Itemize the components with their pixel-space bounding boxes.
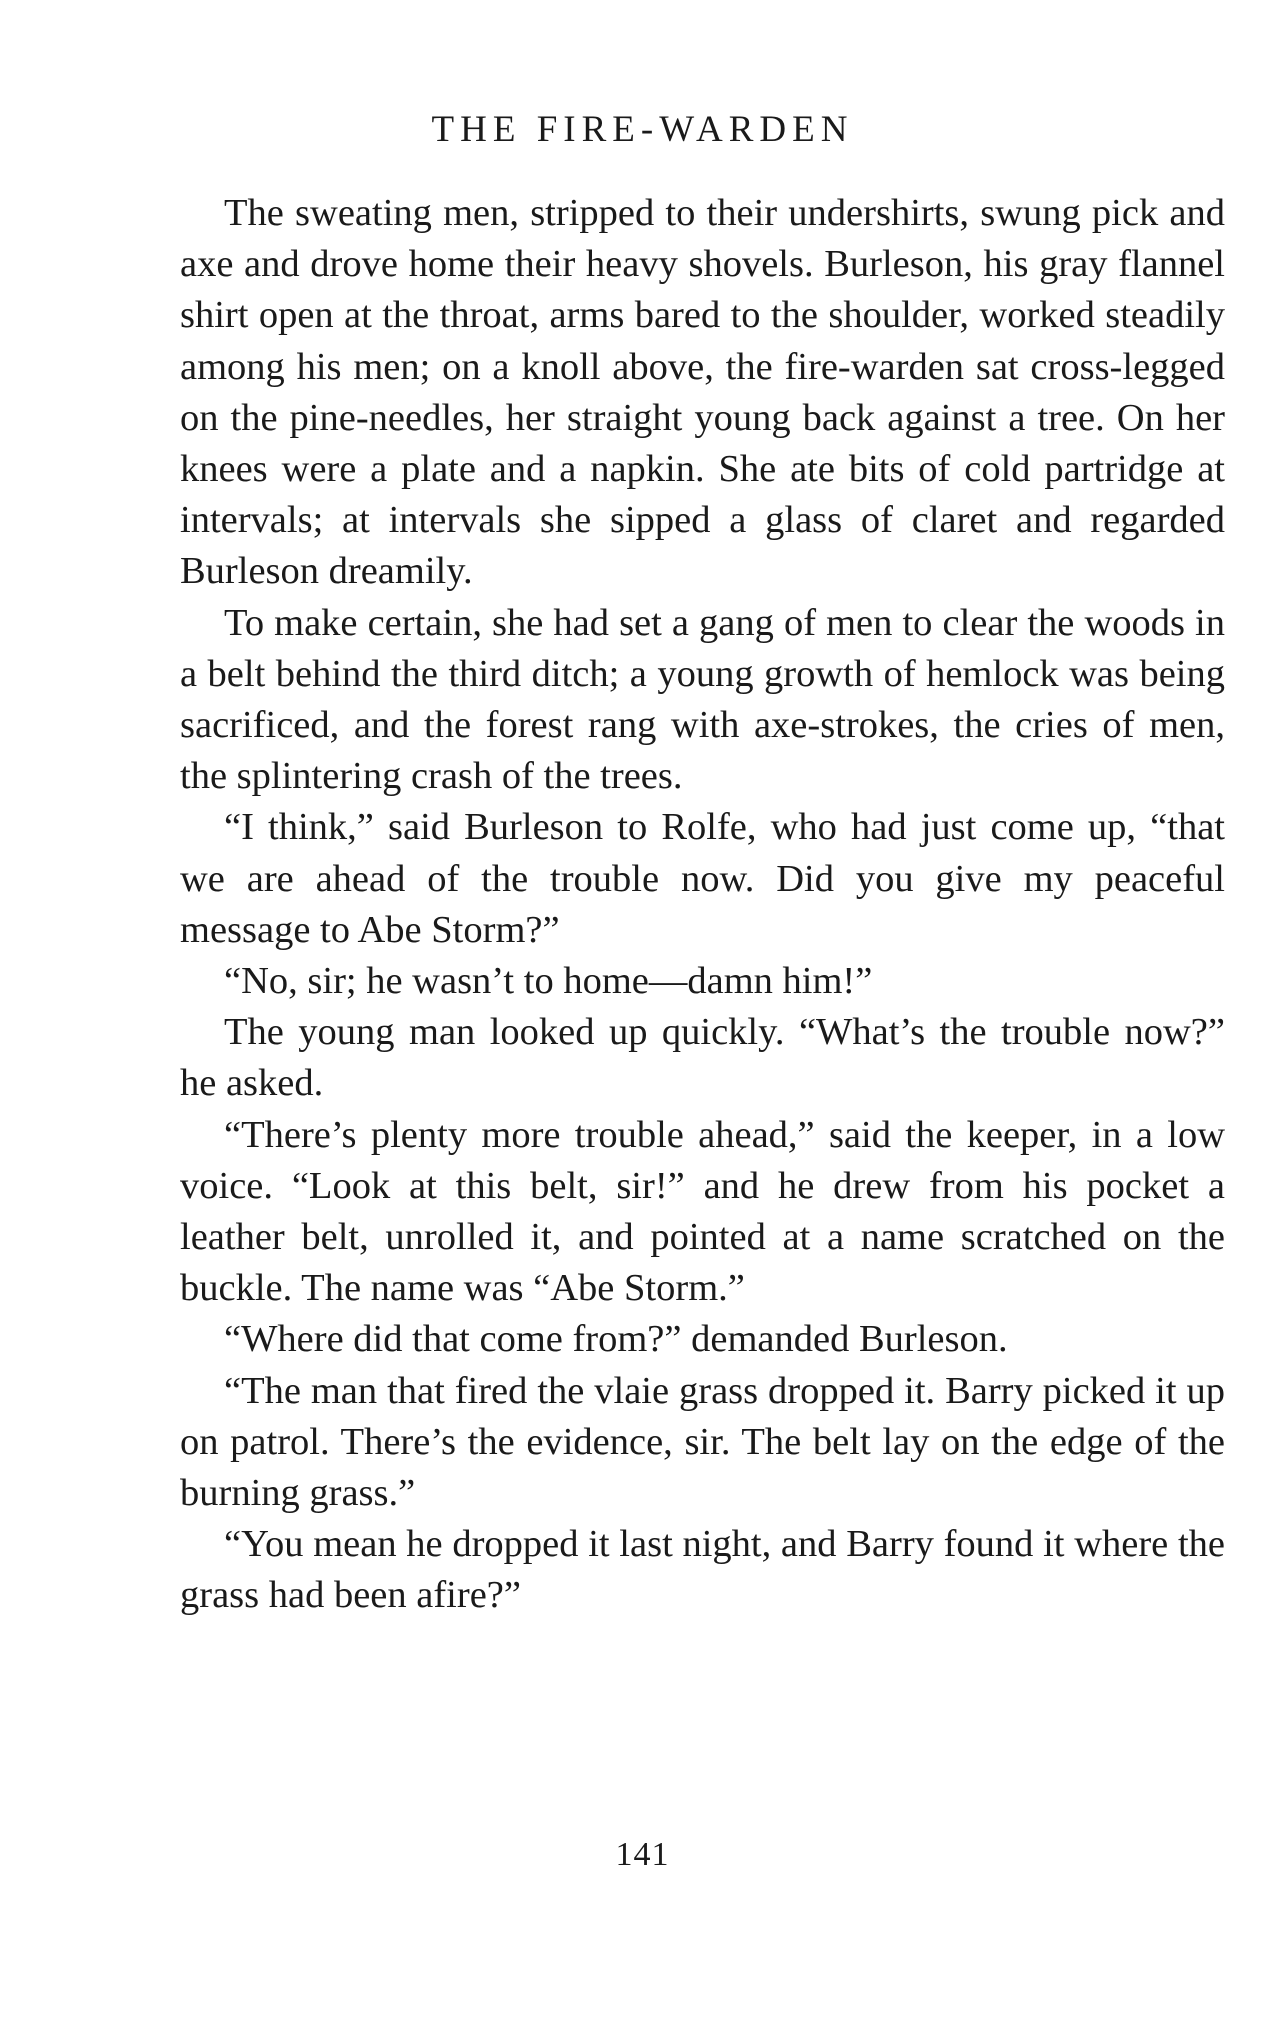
paragraph: The sweating men, stripped to their undershirts, swung pick and axe and drove home their heavy shovels. Burleson, his gray flannel shirt open at the throat, arms bared to the shoulder, worked steadily among his men; on a knoll above, the fire-warden sat cross-legged on the pine-needles, her straight young back against a tree. On her knees were a plate and a napkin. She ate bits of cold partridge at intervals; at intervals she sipped a glass of claret and regarded Burleson dreamily. [180,192,1225,593]
paragraph: “Where did that come from?” demanded Burleson. [224,1318,1008,1361]
paragraph: “The man that fired the vlaie grass dropped it. Barry picked it up on patrol. There’s the evidence, sir. The belt lay on the edge of the burning grass.” [180,1369,1225,1515]
paragraph: “I think,” said Burleson to Rolfe, who had just come up, “that we are ahead of the trouble now. Did you give my peaceful message to Abe Storm?” [180,806,1225,951]
paragraph: The young man looked up quickly. “What’s the trouble now?” he asked. [180,1011,1225,1105]
paragraph: “No, sir; he wasn’t to home—damn him!” [224,960,873,1003]
body-text [180,188,1225,1622]
paragraph: To make certain, she had set a gang of men to clear the woods in a belt behind the third ditch; a young growth of hemlock was being sacrificed, and the forest rang with axe-strokes, the cries of men, the splintering crash of the trees. [180,601,1225,798]
paragraph: “There’s plenty more trouble ahead,” said the keeper, in a low voice. “Look at this belt, sir!” and he drew from his pocket a leather belt, unrolled it, and pointed at a name scratched on the buckle. The name was “Abe Storm.” [180,1113,1225,1310]
running-head: THE FIRE-WARDEN [431,109,854,150]
page-number: 141 [615,1836,670,1873]
paragraph: “You mean he dropped it last night, and Barry found it where the grass had been afire?” [180,1523,1225,1617]
